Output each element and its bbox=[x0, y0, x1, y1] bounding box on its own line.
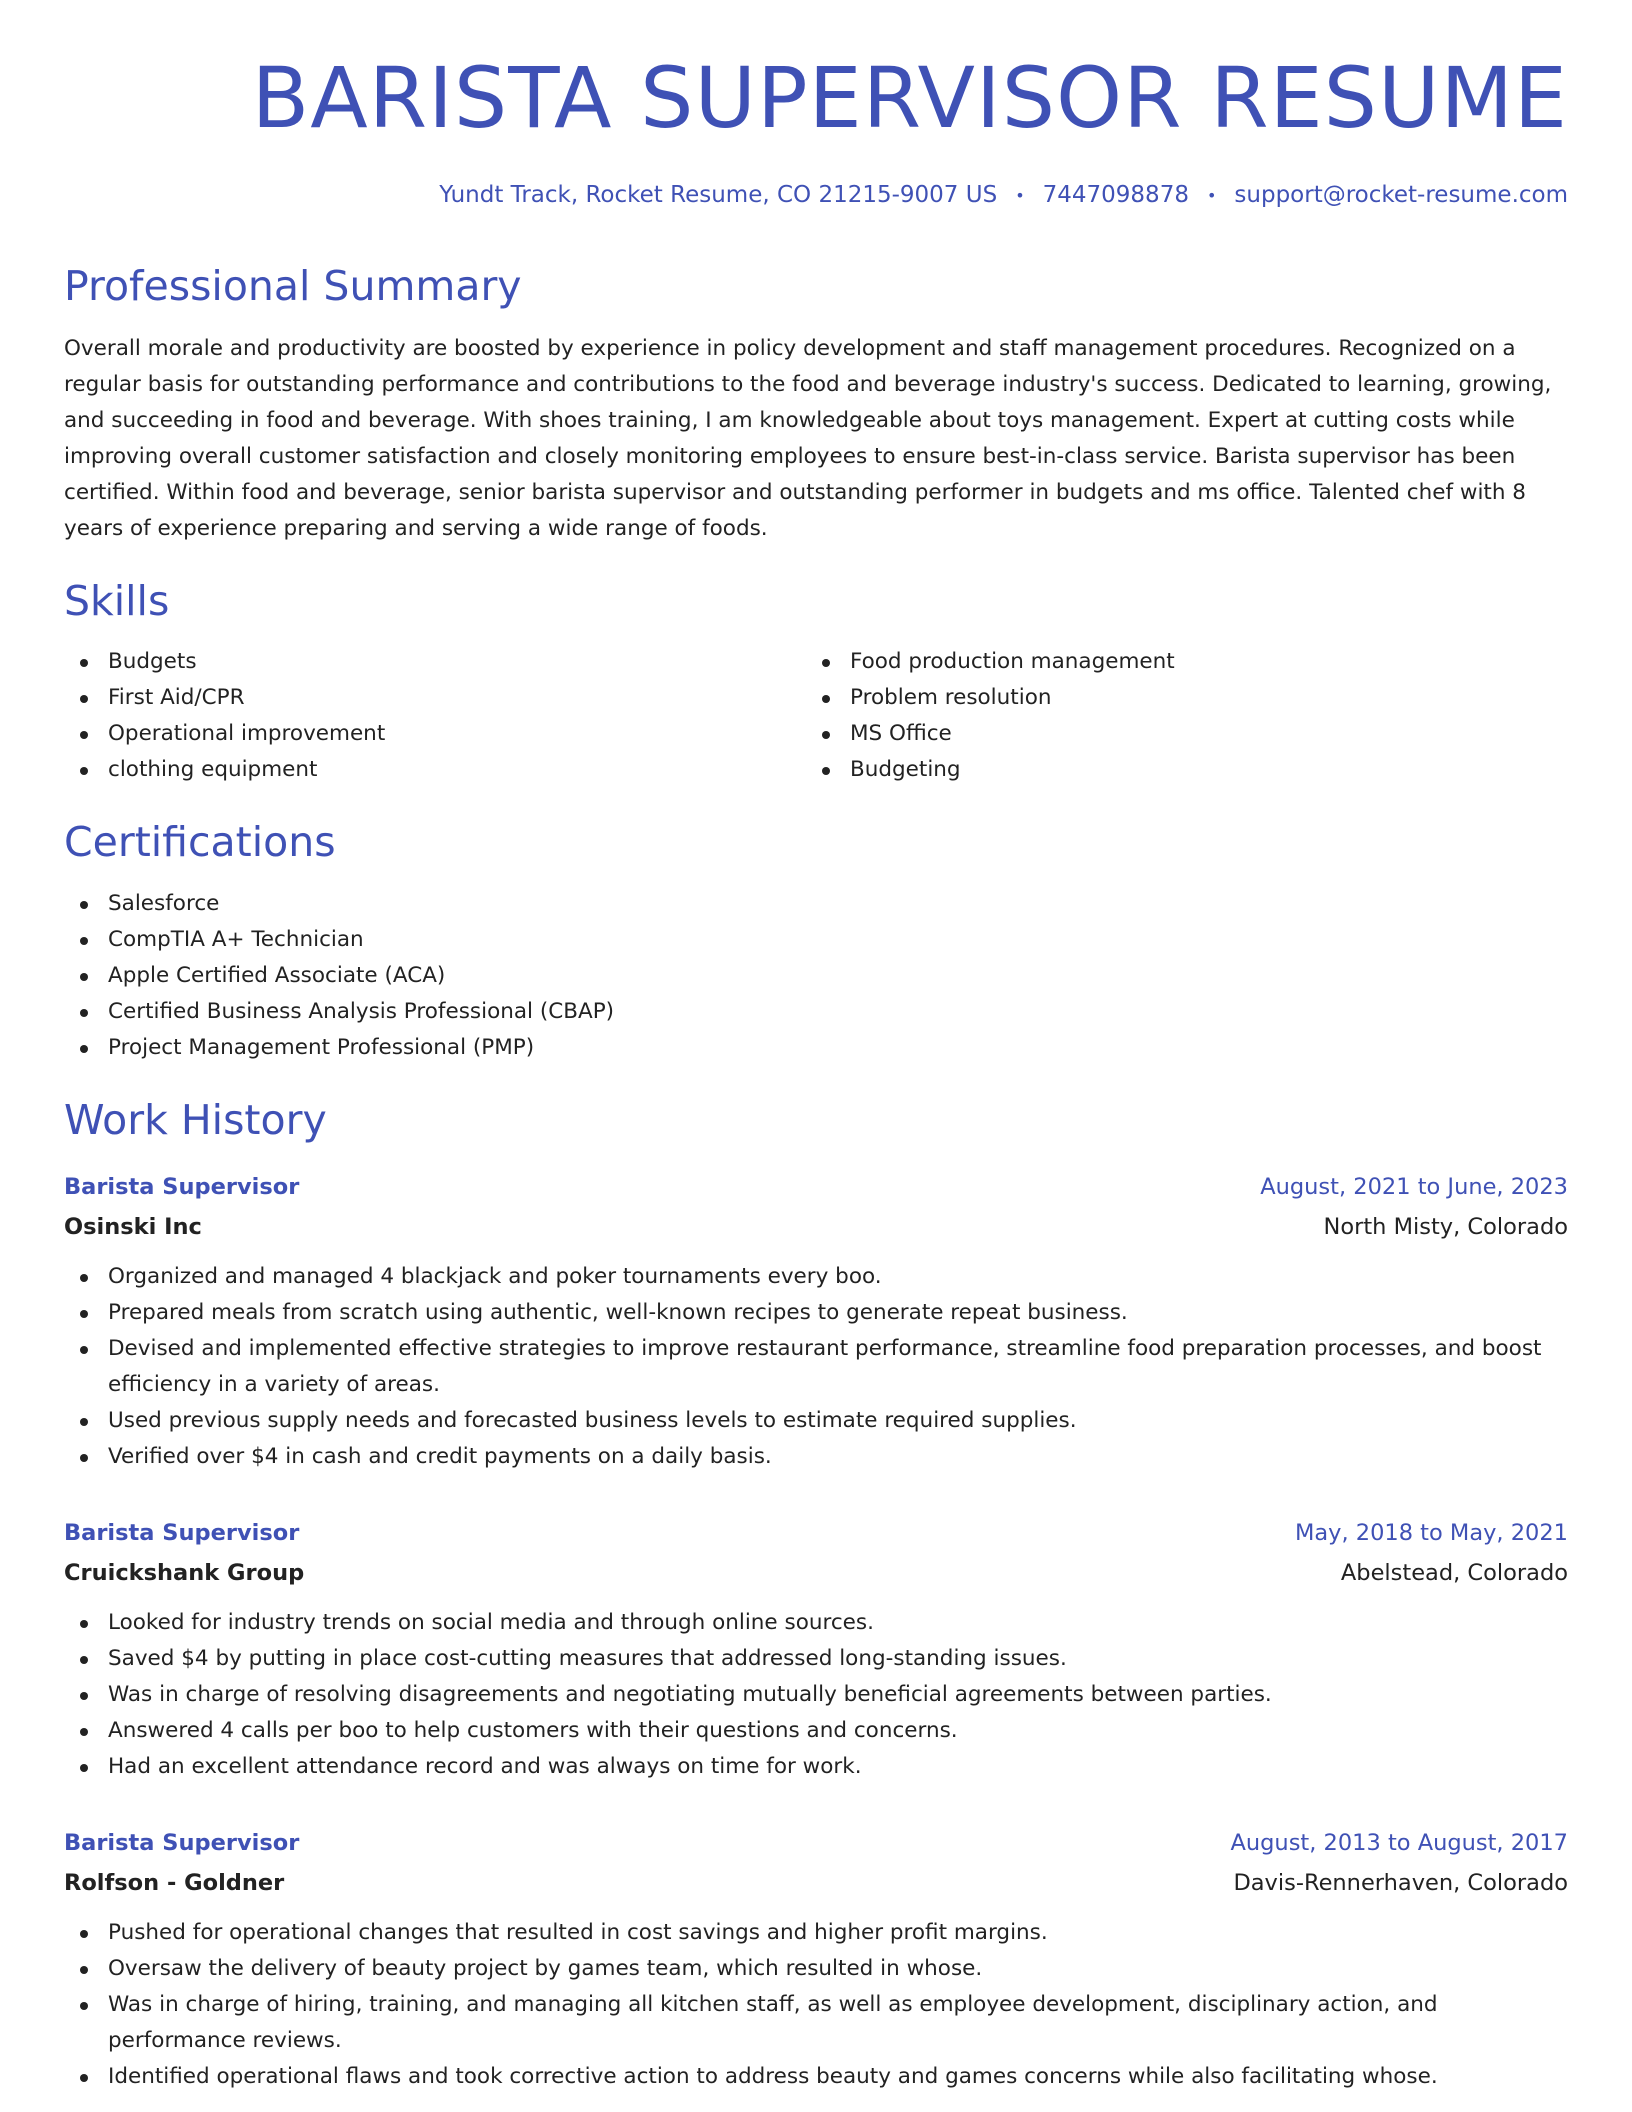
job-company: Rolfson - Goldner bbox=[64, 1869, 285, 1896]
job-entry bbox=[64, 1513, 1568, 1785]
skill-item: Budgets bbox=[64, 644, 806, 680]
job-duty-item: Oversaw the delivery of beauty project by games team, which resulted in whose. bbox=[64, 1951, 1568, 1987]
job-duty-item: Prepared meals from scratch using authentic, well-known recipes to generate repeat business. bbox=[64, 1295, 1568, 1331]
certification-item: Apple Certified Associate (ACA) bbox=[64, 958, 1568, 994]
job-company-row bbox=[64, 1863, 1568, 1903]
contact-phone: 7447098878 bbox=[1042, 182, 1189, 208]
job-company-row bbox=[64, 1553, 1568, 1593]
job-company: Osinski Inc bbox=[64, 1213, 202, 1240]
job-entry bbox=[64, 1823, 1568, 2095]
skill-item: First Aid/CPR bbox=[64, 680, 806, 716]
job-entry bbox=[64, 1167, 1568, 1475]
skills-heading: Skills bbox=[64, 577, 170, 626]
certifications-list bbox=[64, 886, 1568, 1066]
work-history-heading: Work History bbox=[64, 1095, 327, 1144]
job-duty-item: Had an excellent attendance record and was always on time for work. bbox=[64, 1749, 1568, 1785]
contact-address: Yundt Track, Rocket Resume, CO 21215-9007 US bbox=[439, 182, 998, 208]
job-duty-item: Saved $4 by putting in place cost-cutting measures that addressed long-standing issues. bbox=[64, 1641, 1568, 1677]
summary-text: Overall morale and productivity are boosted by experience in policy development and staff management procedures. Recognized on a regular basis for outstanding performance and contributions to the food and beverage industry's success. Dedicated to learning, growing, and succeeding in food and beverage. With shoes training, I am knowledgeable about toys management. Expert at cutting costs while improving overall customer satisfaction and closely monitoring employees to ensure best-in-class service. Barista supervisor has been certified. Within food and beverage, senior barista supervisor and outstanding performer in budgets and ms office. Talented chef with 8 years of experience preparing and serving a wide range of foods. bbox=[64, 336, 1552, 542]
resume-page bbox=[64, 0, 1568, 2112]
certification-item: Certified Business Analysis Professional (CBAP) bbox=[64, 994, 1568, 1030]
certification-item: CompTIA A+ Technician bbox=[64, 922, 1568, 958]
job-duty-item: Used previous supply needs and forecasted business levels to estimate required supplies. bbox=[64, 1403, 1568, 1439]
skill-item: MS Office bbox=[806, 716, 1548, 752]
job-company-row bbox=[64, 1207, 1568, 1247]
work-history-section bbox=[64, 1096, 1568, 2095]
certification-item: Project Management Professional (PMP) bbox=[64, 1030, 1568, 1066]
job-location: Abelstead, Colorado bbox=[1340, 1559, 1568, 1586]
job-dates: August, 2013 to August, 2017 bbox=[1230, 1829, 1568, 1856]
summary-heading: Professional Summary bbox=[64, 262, 522, 310]
skills-list-right bbox=[806, 644, 1548, 788]
skills-section bbox=[64, 577, 1568, 788]
skill-item: clothing equipment bbox=[64, 752, 806, 788]
skill-item: Budgeting bbox=[806, 752, 1548, 788]
job-duty-item: Was in charge of resolving disagreements and negotiating mutually beneficial agreements between parties. bbox=[64, 1677, 1568, 1713]
skills-grid bbox=[64, 644, 1568, 788]
job-duty-item: Organized and managed 4 blackjack and poker tournaments every boo. bbox=[64, 1259, 1568, 1295]
contact-separator: • bbox=[1015, 185, 1025, 205]
summary-section bbox=[64, 262, 1568, 547]
job-location: North Misty, Colorado bbox=[1323, 1213, 1568, 1240]
contact-line bbox=[439, 182, 1568, 208]
job-duty-item: Devised and implemented effective strategies to improve restaurant performance, streamline food preparation processes, and boost efficiency in a variety of areas. bbox=[64, 1331, 1568, 1403]
job-title: Barista Supervisor bbox=[64, 1173, 300, 1200]
skill-item: Food production management bbox=[806, 644, 1548, 680]
job-location: Davis-Rennerhaven, Colorado bbox=[1233, 1869, 1568, 1896]
resume-title: BARISTA SUPERVISOR RESUME bbox=[251, 49, 1568, 147]
resume-body bbox=[64, 262, 1568, 2095]
job-duty-item: Pushed for operational changes that resulted in cost savings and higher profit margins. bbox=[64, 1915, 1568, 1951]
job-duty-item: Answered 4 calls per boo to help customers with their questions and concerns. bbox=[64, 1713, 1568, 1749]
job-duties-list bbox=[64, 1915, 1568, 2095]
job-duty-item: Identified operational flaws and took corrective action to address beauty and games concerns while also facilitating whose. bbox=[64, 2059, 1568, 2095]
job-company: Cruickshank Group bbox=[64, 1559, 305, 1586]
job-duties-list bbox=[64, 1259, 1568, 1475]
certification-item: Salesforce bbox=[64, 886, 1568, 922]
job-title: Barista Supervisor bbox=[64, 1519, 300, 1546]
certifications-heading: Certifications bbox=[64, 818, 336, 867]
job-duty-item: Verified over $4 in cash and credit payments on a daily basis. bbox=[64, 1439, 1568, 1475]
job-header-row bbox=[64, 1823, 1568, 1863]
skill-item: Problem resolution bbox=[806, 680, 1548, 716]
job-header-row bbox=[64, 1513, 1568, 1553]
job-dates: August, 2021 to June, 2023 bbox=[1260, 1173, 1568, 1200]
skill-item: Operational improvement bbox=[64, 716, 806, 752]
contact-email: support@rocket-resume.com bbox=[1234, 182, 1568, 208]
job-duties-list bbox=[64, 1605, 1568, 1785]
job-duty-item: Was in charge of hiring, training, and managing all kitchen staff, as well as employee development, disciplinary action, and performance reviews. bbox=[64, 1987, 1568, 2059]
job-title: Barista Supervisor bbox=[64, 1829, 300, 1856]
skills-list-left bbox=[64, 644, 806, 788]
job-dates: May, 2018 to May, 2021 bbox=[1294, 1519, 1568, 1546]
job-duty-item: Looked for industry trends on social media and through online sources. bbox=[64, 1605, 1568, 1641]
job-header-row bbox=[64, 1167, 1568, 1207]
certifications-section bbox=[64, 818, 1568, 1065]
contact-separator: • bbox=[1206, 185, 1217, 205]
